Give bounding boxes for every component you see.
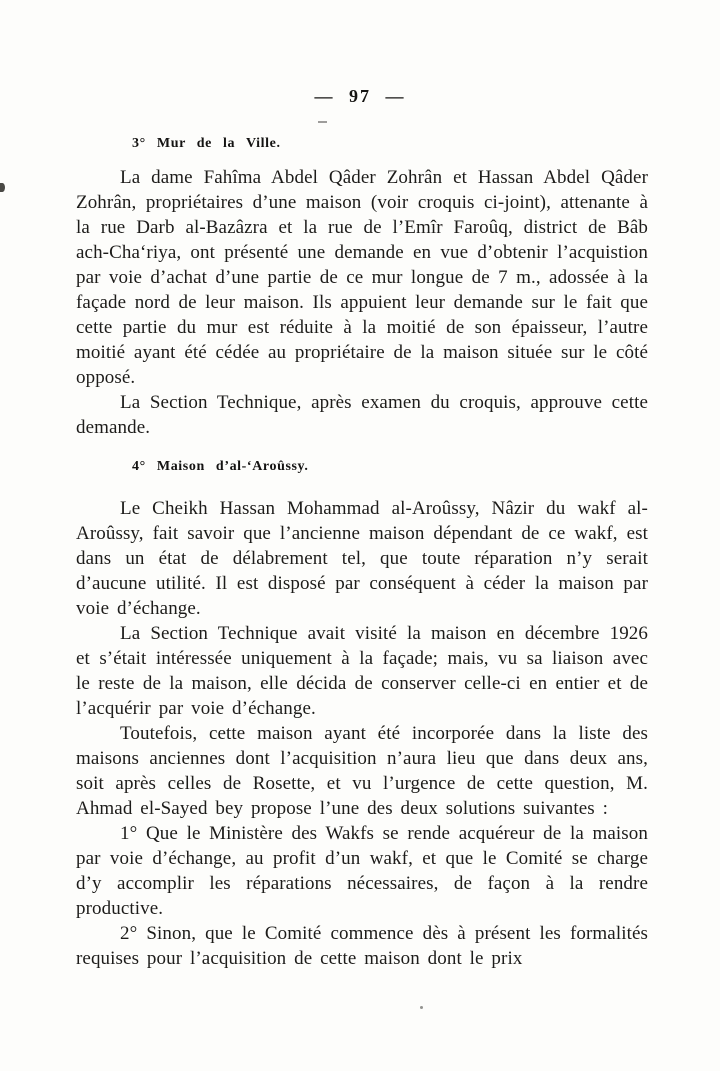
section-heading-mur-de-la-ville: 3° Mur de la Ville. [132, 136, 281, 151]
paragraph-cheikh-hassan: Le Cheikh Hassan Mohammad al-Aroûssy, Nâzir du wakf al-Aroûssy, fait savoir que l’ancienne maison dépendant de ce wakf, est dans un état de délabrement tel, que toute réparation n’y serait d’aucune utilité. Il est disposé par conséquent à céder la maison par voie d’échange. [76, 498, 648, 619]
section-heading-maison-al-aroussy: 4° Maison d’al-‘Aroûssy. [132, 459, 309, 474]
scan-artifact [0, 183, 5, 192]
paragraph-solution-1: 1° Que le Ministère des Wakfs se rende acquéreur de la maison par voie d’échange, au profit d’un wakf, et que le Comité se charge d’y accomplir les réparations nécessaires, de façon à la rendre productive. [76, 823, 648, 919]
scan-artifact [318, 121, 327, 123]
paragraph-mur-approbation: La Section Technique, après examen du croquis, approuve cette demande. [76, 392, 648, 438]
paragraph-mur-demande: La dame Fahîma Abdel Qâder Zohrân et Hassan Abdel Qâder Zohrân, propriétaires d’une maison (voir croquis ci-joint), attenante à la rue Darb al-Bazâzra et la rue de l’Emîr Faroûq, district de Bâb ach-Cha‘riya, ont présenté une demande en vue d’obtenir l’acquistion par voie d’achat d’une partie de ce mur longue de 7 m., adossée à la façade nord de leur maison. Ils appuient leur demande sur le fait que cette partie du mur est réduite à la moitié de son épaisseur, l’autre moitié ayant été cédée au propriétaire de la maison située sur le côté opposé. [76, 167, 648, 388]
page-number: — 97 — [314, 86, 406, 106]
paragraph-section-technique-visite: La Section Technique avait visité la maison en décembre 1926 et s’était intéressée uniquement à la façade; mais, vu sa liaison avec le reste de la maison, elle décida de conserver celle-ci en entier et de l’acquérir par voie d’échange. [76, 623, 648, 719]
paragraph-solution-2: 2° Sinon, que le Comité commence dès à présent les formalités requises pour l’acquisition de cette maison dont le prix [76, 923, 648, 969]
scan-artifact [420, 1006, 423, 1009]
text-column [76, 136, 648, 971]
paragraph-toutefois-liste: Toutefois, cette maison ayant été incorporée dans la liste des maisons anciennes dont l’acquisition n’aura lieu que dans deux ans, soit après celles de Rosette, et vu l’urgence de cette question, M. Ahmad el-Sayed bey propose l’une des deux solutions suivantes : [76, 723, 648, 819]
